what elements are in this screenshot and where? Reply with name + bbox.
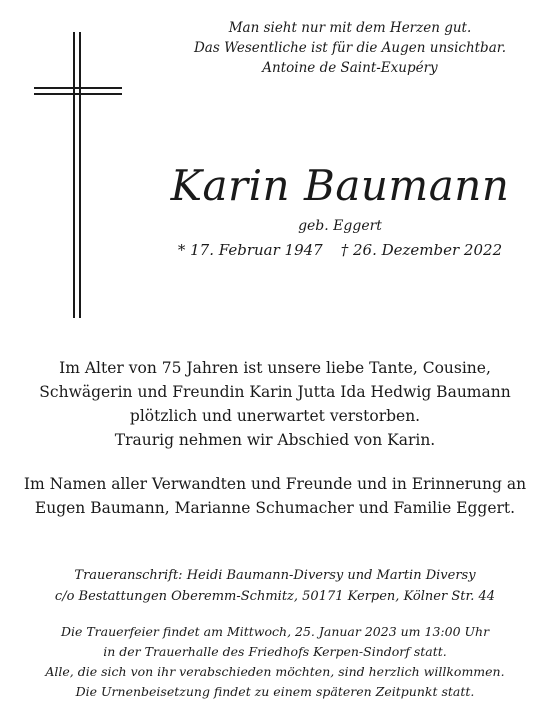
service-line: Die Urnenbeisetzung findet zu einem späteren Zeitpunkt statt. (75, 684, 475, 699)
deceased-name: Karin Baumann (170, 161, 510, 210)
mourners-block (0, 472, 550, 520)
address-line: Traueranschrift: Heidi Baumann-Diversy und Martin Diversy (74, 568, 476, 583)
cross-icon (0, 0, 140, 330)
announcement-line: Schwägerin und Freundin Karin Jutta Ida Hedwig Baumann (39, 383, 511, 401)
life-dates (140, 238, 540, 262)
quote-block (150, 18, 550, 78)
funeral-service-info (0, 622, 550, 702)
service-line: Alle, die sich von ihr verabschieden möchten, sind herzlich willkommen. (45, 664, 505, 679)
announcement-line: Traurig nehmen wir Abschied von Karin. (114, 431, 436, 449)
mourning-address (0, 565, 550, 607)
announcement-line: Im Alter von 75 Jahren ist unsere liebe Tante, Cousine, (59, 359, 491, 377)
quote-author: Antoine de Saint-Exupéry (262, 60, 438, 76)
birth-date: * 17. Februar 1947 (177, 241, 323, 259)
death-date: † 26. Dezember 2022 (340, 241, 503, 259)
death-announcement (0, 356, 550, 452)
announcement-line: plötzlich und unerwartet verstorben. (129, 407, 421, 425)
mourners-line: Im Namen aller Verwandten und Freunde und in Erinnerung an (23, 475, 527, 493)
service-line: in der Trauerhalle des Friedhofs Kerpen-Sindorf statt. (103, 644, 447, 659)
service-line: Die Trauerfeier findet am Mittwoch, 25. Januar 2023 um 13:00 Uhr (60, 624, 490, 639)
maiden-name: geb. Eggert (298, 218, 382, 234)
mourners-line: Eugen Baumann, Marianne Schumacher und Familie Eggert. (34, 499, 516, 517)
address-line: c/o Bestattungen Oberemm-Schmitz, 50171 Kerpen, Kölner Str. 44 (54, 589, 496, 604)
quote-line: Man sieht nur mit dem Herzen gut. (228, 20, 472, 36)
quote-line: Das Wesentliche ist für die Augen unsichtbar. (193, 40, 507, 56)
